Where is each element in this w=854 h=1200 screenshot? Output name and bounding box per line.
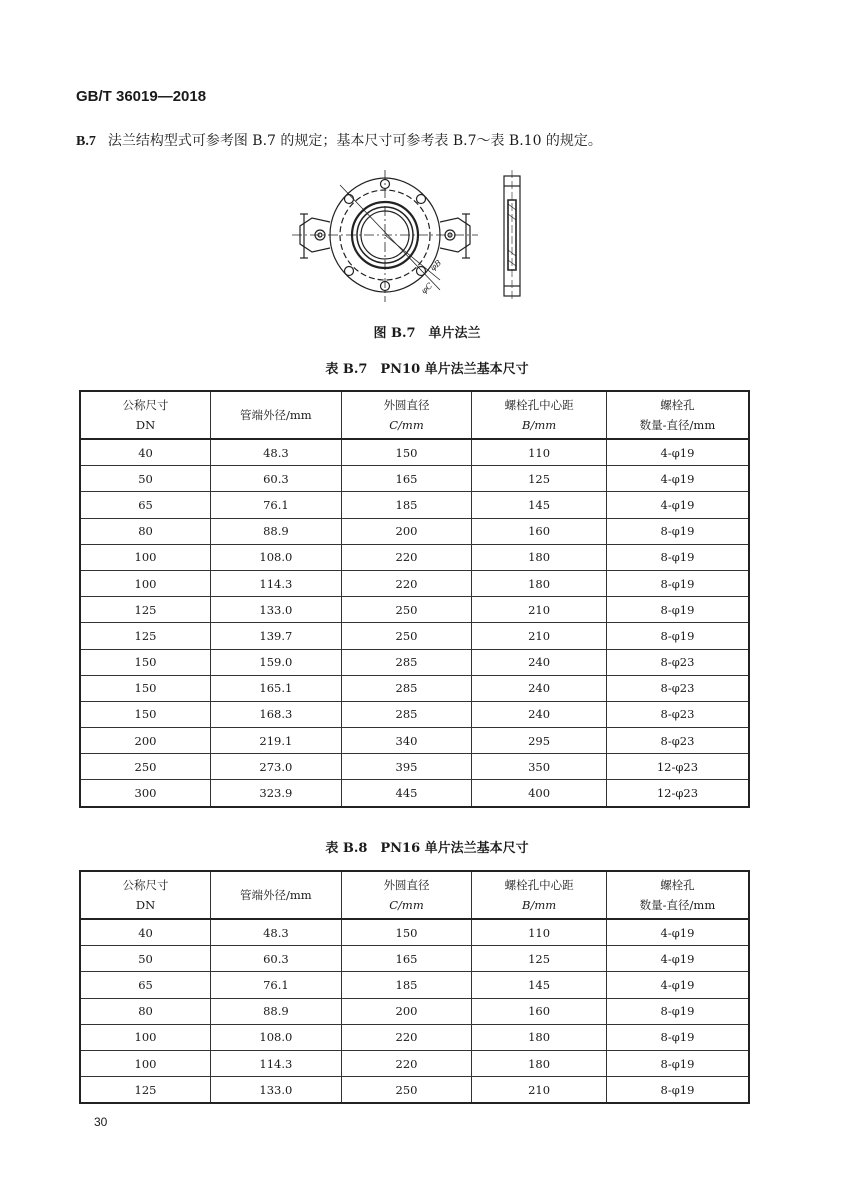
- table-cell: 145: [472, 492, 607, 518]
- table-cell: 159.0: [211, 649, 342, 675]
- header-outer-diameter: [341, 871, 472, 919]
- table-body: [80, 919, 749, 1103]
- table-cell: 125: [472, 466, 607, 492]
- table-cell: 48.3: [211, 919, 342, 946]
- page-number: 30: [94, 1115, 108, 1129]
- table-cell: 220: [341, 570, 472, 596]
- table-cell: 100: [80, 544, 211, 570]
- table-cell: 160: [472, 518, 607, 544]
- table-row: [80, 570, 749, 596]
- table-cell: 80: [80, 998, 211, 1024]
- table-cell: 250: [341, 597, 472, 623]
- table-cell: 8-φ19: [606, 1050, 749, 1076]
- table-row: [80, 1050, 749, 1076]
- header-text: 螺栓孔中心距: [504, 398, 574, 412]
- header-text: 螺栓孔: [660, 878, 695, 892]
- table-cell: 76.1: [211, 972, 342, 998]
- clause-b7: [76, 130, 602, 150]
- table-row: [80, 675, 749, 701]
- table-cell: 185: [341, 492, 472, 518]
- header-pipe-od: [211, 871, 342, 919]
- table-cell: 139.7: [211, 623, 342, 649]
- table-cell: 50: [80, 466, 211, 492]
- table-cell: 125: [80, 1077, 211, 1104]
- table-cell: 180: [472, 1050, 607, 1076]
- table-cell: 200: [341, 998, 472, 1024]
- table-row: [80, 780, 749, 807]
- table-cell: 125: [80, 623, 211, 649]
- header-text: B/mm: [522, 898, 557, 912]
- table-cell: 210: [472, 1077, 607, 1104]
- table-b8-caption: 表 B.8 PN16 单片法兰基本尺寸: [325, 841, 529, 856]
- table-cell: 88.9: [211, 518, 342, 544]
- header-pipe-od: [211, 391, 342, 439]
- header-bolt-circle: [472, 391, 607, 439]
- table-cell: 200: [341, 518, 472, 544]
- table-cell: 150: [341, 919, 472, 946]
- table-cell: 300: [80, 780, 211, 807]
- table-body: [80, 439, 749, 807]
- table-cell: 8-φ19: [606, 1077, 749, 1104]
- table-row: [80, 623, 749, 649]
- flange-drawing: [290, 170, 550, 310]
- table-cell: 108.0: [211, 1024, 342, 1050]
- table-row: [80, 919, 749, 946]
- table-cell: 250: [341, 623, 472, 649]
- table-cell: 100: [80, 1024, 211, 1050]
- table-cell: 8-φ19: [606, 544, 749, 570]
- table-cell: 125: [80, 597, 211, 623]
- table-cell: 8-φ19: [606, 998, 749, 1024]
- table-row: [80, 439, 749, 466]
- table-row: [80, 544, 749, 570]
- table-cell: 114.3: [211, 570, 342, 596]
- header-text: DN: [135, 898, 156, 912]
- table-cell: 50: [80, 946, 211, 972]
- table-row: [80, 728, 749, 754]
- table-cell: 8-φ19: [606, 623, 749, 649]
- table-cell: 200: [80, 728, 211, 754]
- table-cell: 340: [341, 728, 472, 754]
- table-cell: 110: [472, 439, 607, 466]
- table-row: [80, 972, 749, 998]
- table-cell: 8-φ23: [606, 728, 749, 754]
- table-cell: 60.3: [211, 466, 342, 492]
- table-cell: 88.9: [211, 998, 342, 1024]
- table-cell: 8-φ19: [606, 597, 749, 623]
- table-cell: 165: [341, 946, 472, 972]
- table-cell: 240: [472, 701, 607, 727]
- clause-text: 法兰结构型式可参考图 B.7 的规定；基本尺寸可参考表 B.7～表 B.10 的规定。: [107, 133, 602, 149]
- table-cell: 220: [341, 1050, 472, 1076]
- table-cell: 12-φ23: [606, 754, 749, 780]
- table-cell: 145: [472, 972, 607, 998]
- table-cell: 285: [341, 675, 472, 701]
- table-cell: 250: [341, 1077, 472, 1104]
- table-cell: 210: [472, 623, 607, 649]
- table-row: [80, 597, 749, 623]
- header-text: B/mm: [522, 418, 557, 432]
- header-nominal-size: [80, 871, 211, 919]
- table-cell: 8-φ23: [606, 675, 749, 701]
- table-cell: 160: [472, 998, 607, 1024]
- table-cell: 114.3: [211, 1050, 342, 1076]
- table-b8: [79, 870, 750, 1104]
- figure-caption: 图 B.7 单片法兰: [373, 326, 481, 341]
- table-cell: 285: [341, 701, 472, 727]
- table-cell: 8-φ19: [606, 570, 749, 596]
- table-row: [80, 1024, 749, 1050]
- table-cell: 4-φ19: [606, 439, 749, 466]
- header-bolt-holes: [606, 391, 749, 439]
- table-cell: 240: [472, 649, 607, 675]
- table-cell: 100: [80, 1050, 211, 1076]
- table-cell: 185: [341, 972, 472, 998]
- table-cell: 285: [341, 649, 472, 675]
- table-cell: 400: [472, 780, 607, 807]
- table-header-row: [80, 391, 749, 439]
- header-text: 数量-直径/mm: [639, 898, 716, 912]
- table-cell: 445: [341, 780, 472, 807]
- header-text: 数量-直径/mm: [639, 418, 716, 432]
- header-outer-diameter: [341, 391, 472, 439]
- table-header-row: [80, 871, 749, 919]
- table-cell: 12-φ23: [606, 780, 749, 807]
- table-row: [80, 466, 749, 492]
- table-cell: 150: [80, 701, 211, 727]
- table-cell: 8-φ23: [606, 649, 749, 675]
- header-nominal-size: [80, 391, 211, 439]
- label-phi-c: φC: [419, 281, 435, 296]
- table-cell: 100: [80, 570, 211, 596]
- standard-number: GB/T 36019—2018: [76, 88, 207, 105]
- table-row: [80, 518, 749, 544]
- table-cell: 219.1: [211, 728, 342, 754]
- table-b7: [79, 390, 750, 808]
- table-cell: 180: [472, 544, 607, 570]
- table-cell: 40: [80, 919, 211, 946]
- table-cell: 4-φ19: [606, 492, 749, 518]
- table-cell: 8-φ23: [606, 701, 749, 727]
- table-cell: 220: [341, 1024, 472, 1050]
- table-row: [80, 754, 749, 780]
- table-cell: 150: [80, 649, 211, 675]
- table-cell: 80: [80, 518, 211, 544]
- table-cell: 180: [472, 1024, 607, 1050]
- table-cell: 168.3: [211, 701, 342, 727]
- table-cell: 150: [80, 675, 211, 701]
- table-cell: 4-φ19: [606, 919, 749, 946]
- table-cell: 4-φ19: [606, 466, 749, 492]
- table-cell: 323.9: [211, 780, 342, 807]
- table-row: [80, 649, 749, 675]
- table-cell: 250: [80, 754, 211, 780]
- table-cell: 40: [80, 439, 211, 466]
- table-cell: 165: [341, 466, 472, 492]
- table-cell: 65: [80, 972, 211, 998]
- table-cell: 180: [472, 570, 607, 596]
- table-cell: 4-φ19: [606, 972, 749, 998]
- label-phi-b: φB: [428, 258, 444, 273]
- table-cell: 210: [472, 597, 607, 623]
- table-cell: 8-φ19: [606, 518, 749, 544]
- table-cell: 48.3: [211, 439, 342, 466]
- table-cell: 8-φ19: [606, 1024, 749, 1050]
- header-text: 外圆直径: [383, 398, 430, 412]
- table-cell: 240: [472, 675, 607, 701]
- header-text: 管端外径/mm: [240, 888, 312, 902]
- table-cell: 220: [341, 544, 472, 570]
- table-cell: 125: [472, 946, 607, 972]
- table-cell: 133.0: [211, 1077, 342, 1104]
- table-row: [80, 1077, 749, 1104]
- table-cell: 108.0: [211, 544, 342, 570]
- header-text: 外圆直径: [383, 878, 430, 892]
- header-text: DN: [135, 418, 156, 432]
- header-text: 管端外径/mm: [240, 408, 312, 422]
- table-cell: 110: [472, 919, 607, 946]
- table-cell: 65: [80, 492, 211, 518]
- table-cell: 395: [341, 754, 472, 780]
- table-row: [80, 492, 749, 518]
- header-text: 螺栓孔: [660, 398, 695, 412]
- table-cell: 295: [472, 728, 607, 754]
- clause-number: B.7: [76, 134, 96, 149]
- table-row: [80, 946, 749, 972]
- table-cell: 76.1: [211, 492, 342, 518]
- flange-figure: [290, 170, 550, 310]
- header-text: 螺栓孔中心距: [504, 878, 574, 892]
- table-row: [80, 998, 749, 1024]
- table-b7-caption: 表 B.7 PN10 单片法兰基本尺寸: [325, 362, 529, 377]
- table-cell: 133.0: [211, 597, 342, 623]
- header-text: 公称尺寸: [122, 398, 169, 412]
- header-bolt-circle: [472, 871, 607, 919]
- table-cell: 150: [341, 439, 472, 466]
- header-text: C/mm: [389, 418, 424, 432]
- table-row: [80, 701, 749, 727]
- table-cell: 165.1: [211, 675, 342, 701]
- table-cell: 60.3: [211, 946, 342, 972]
- header-text: C/mm: [389, 898, 424, 912]
- table-cell: 4-φ19: [606, 946, 749, 972]
- header-bolt-holes: [606, 871, 749, 919]
- table-cell: 350: [472, 754, 607, 780]
- header-text: 公称尺寸: [122, 878, 169, 892]
- table-cell: 273.0: [211, 754, 342, 780]
